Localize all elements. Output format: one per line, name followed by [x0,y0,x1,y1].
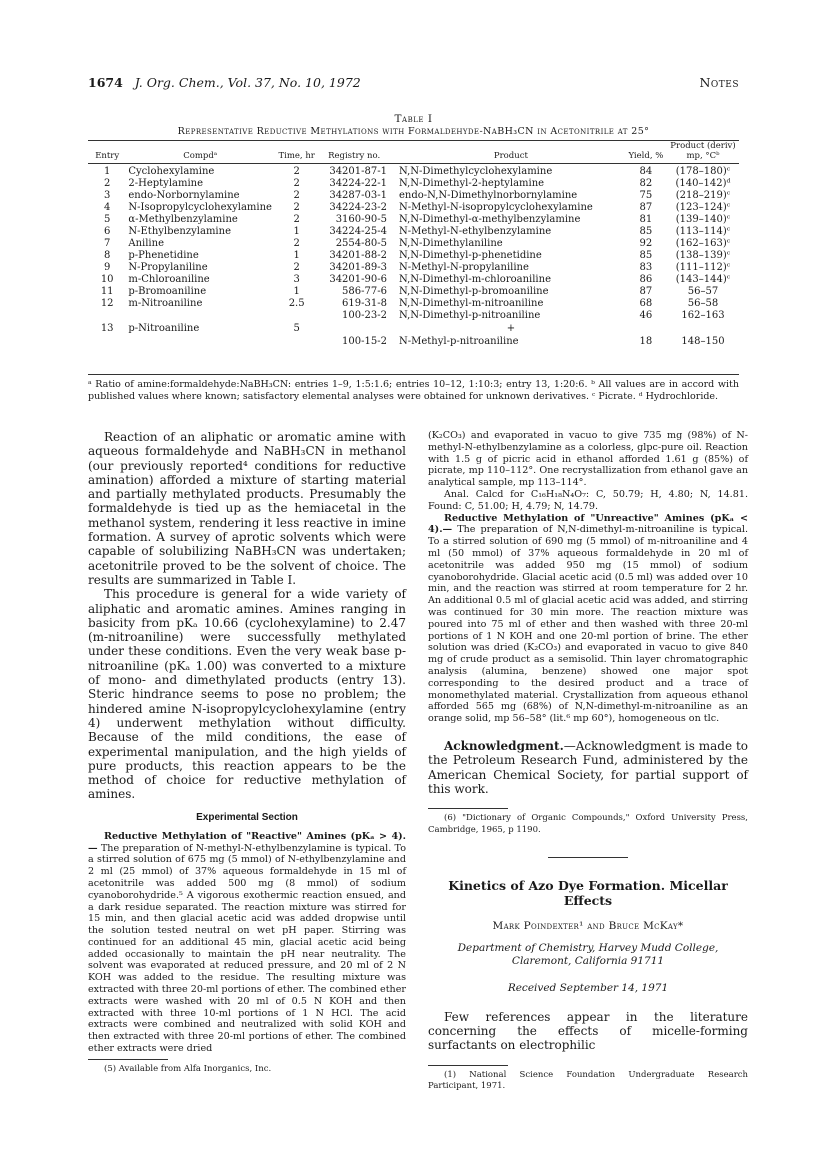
cell-time: 2 [293,166,300,177]
cell-yield: 87 [639,202,653,213]
cell-yield: 92 [639,238,653,249]
cell-yield: 85 [639,250,653,261]
cell-product: N,N-Dimethyl-2-heptylamine [398,178,545,189]
cell-product: N-Methyl-N-propylaniline [398,262,529,273]
cell-mp_a: 162–163 [681,310,725,321]
cell-yield: 81 [639,214,653,225]
cell-entry: 10 [100,274,114,285]
cell-registry: 34201-89-3 [329,262,387,273]
cell-product: N-Methyl-N-isopropylcyclohexylamine [398,202,593,213]
cell-entry: 12 [100,298,114,309]
cell-compd: m-Chloroaniline [128,274,210,285]
cell-product: N,N-Dimethyl-m-chloroaniline [398,274,551,285]
table-row [88,262,739,274]
cell-time: 3 [293,274,300,285]
cell-mp: (140–142)ᵈ [675,178,731,189]
col-registry: Registry no. [328,151,381,161]
cell-compd: N-Propylaniline [128,262,208,273]
cell-compd: m-Nitroaniline [128,298,203,309]
cell-registry: 619-31-8 [342,298,387,309]
table-row [88,214,739,226]
cell-yield: 82 [639,178,653,189]
cell-entry: 9 [104,262,111,273]
cell-mp: (113–114)ᶜ [675,226,731,237]
cell-yield: 85 [639,226,653,237]
cell-product: N,N-Dimethyl-p-phenetidine [398,250,542,261]
cell-compd: endo-Norbornylamine [128,190,240,201]
cell-product_b: N-Methyl-p-nitroaniline [398,336,519,347]
cell-yield: 83 [639,262,653,273]
cell-mp: (162–163)ᶜ [675,238,731,249]
table-row [88,286,739,298]
footnote-1: (1) National Science Foundation Undergraduate Research Participant, 1971. [428,1069,748,1092]
cell-registry_b: 100-15-2 [342,336,387,347]
cell-time: 2 [293,214,300,225]
cell-product: N,N-Dimethyl-α-methylbenzylamine [398,214,581,225]
col-time: Time, hr [278,151,315,161]
col-mp: Product (deriv) mp, °Cᵇ [670,141,736,161]
cell-compd: α-Methylbenzylamine [128,214,238,225]
cell-entry: 2 [104,178,111,189]
cell-product_a: N,N-Dimethyl-p-nitroaniline [398,310,541,321]
cell-time: 2.5 [288,298,305,309]
cell-yield: 75 [639,190,653,201]
table-row [88,336,739,348]
cell-yield_a: 46 [639,310,653,321]
cell-time: 2 [293,262,300,273]
cell-product: N,N-Dimethyl-m-nitroaniline [398,298,544,309]
table-caption: Representative Reductive Methylations with Formaldehyde-NaBH₃CN in Acetonitrile at 25° [177,126,650,137]
cell-registry_a: 100-23-2 [342,310,387,321]
cell-time: 1 [293,250,300,261]
col-product: Product [493,151,528,161]
cell-yield: 68 [639,298,653,309]
cell-mp: (123–124)ᶜ [675,202,731,213]
cell-compd: p-Nitroaniline [128,323,200,334]
footnote-rule-article [428,1065,508,1066]
table-title: Table I [394,113,433,125]
cell-product: N,N-Dimethyl-p-bromoaniline [398,286,549,297]
col-entry: Entry [95,151,120,161]
unreactive-subheading: Reductive Methylation of "Unreactive" Amines (pKₐ < 4).— [428,512,748,536]
cell-time: 2 [293,202,300,213]
cell-mp: 56–58 [687,298,719,309]
cell-compd: N-Isopropylcyclohexylamine [128,202,272,213]
cell-mp: (111–112)ᶜ [675,262,731,273]
cell-entry: 13 [100,323,114,334]
footnote-rule [88,1059,168,1060]
cell-entry: 4 [104,202,111,213]
cell-compd: N-Ethylbenzylamine [128,226,231,237]
cell-compd: Cyclohexylamine [128,166,215,177]
cell-registry: 586-77-6 [342,286,387,297]
analysis-paragraph: Anal. Calcd for C₁₆H₁₈N₄O₇: C, 50.79; H, 4.80; N, 14.81. Found: C, 51.00; H, 4.79; N, 14.79. [428,488,748,512]
cell-registry: 34201-87-1 [329,166,387,177]
results-table [88,141,739,348]
cell-compd: Aniline [128,238,164,249]
table-row [88,274,739,286]
table-row [88,166,739,178]
cell-registry: 34224-25-4 [329,226,387,237]
cell-time: 1 [293,226,300,237]
cell-entry: 7 [104,238,111,249]
cell-compd: 2-Heptylamine [128,178,204,189]
running-header [88,75,739,93]
cell-entry: 5 [104,214,111,225]
cell-entry: 8 [104,250,111,261]
cell-mp: 56–57 [687,286,719,297]
cell-product: N-Methyl-N-ethylbenzylamine [398,226,552,237]
col-yield: Yield, % [628,151,664,161]
cell-yield: 84 [639,166,653,177]
cell-mp: (139–140)ᶜ [675,214,731,225]
cell-time: 5 [293,323,300,334]
table-row [88,310,739,322]
cell-plus: + [506,323,516,334]
left-column [88,430,406,1076]
cell-entry: 3 [104,190,111,201]
footnote-rule-right [428,808,508,809]
table-row [88,322,739,336]
cell-yield_b: 18 [639,336,653,347]
reactive-subheading: Reductive Methylation of "Reactive" Amines (pKₐ > 4).— [88,830,406,854]
section-name: Notes [699,75,739,90]
footnote-5: (5) Available from Alfa Inorganics, Inc. [104,1063,272,1074]
cell-registry: 34201-90-6 [329,274,387,285]
cell-registry: 34287-03-1 [329,190,387,201]
cell-product: endo-N,N-Dimethylnorbornylamine [398,190,578,201]
journal-citation: J. Org. Chem., Vol. 37, No. 10, 1972 [134,75,361,90]
cell-time: 2 [293,178,300,189]
ack-heading: Acknowledgment. [444,738,564,753]
table-header-row [88,141,739,161]
cell-mp: (138–139)ᶜ [675,250,731,261]
cell-time: 2 [293,190,300,201]
intro-paragraph: Reaction of an aliphatic or aromatic amine with aqueous formaldehyde and NaBH₃CN in methanol (our previously reported⁴ conditions for reductive amination) afforded a mixture of starting material and partially methylated products. Presumably the formaldehyde is tied up as the hemiacetal in the methanol system, rendering it less reactive in imine formation. A survey of aprotic solvents which were capable of solubilizing NaBH₃CN was undertaken; acetonitrile proved to be the solvent of choice. The results are summarized in Table I. [88,430,406,587]
cell-product: N,N-Dimethylcyclohexylamine [398,166,553,177]
cell-entry: 6 [104,226,111,237]
cell-compd: p-Bromoaniline [128,286,207,297]
table-footnote: ᵃ Ratio of amine:formaldehyde:NaBH₃CN: entries 1–9, 1:5:1.6; entries 10–12, 1:10:3; entry 13, 1:20:6. ᵇ All values are in accord with published values where known; satisfactory elemental analyses were obtained for unknown derivatives. ᶜ Picrate. ᵈ Hydrochloride. [88,379,739,402]
footnote-6: (6) "Dictionary of Organic Compounds," Oxford University Press, Cambridge, 1965, p 1190. [428,813,748,835]
cell-mp: (218–219)ᶜ [675,190,731,201]
cell-time: 2 [293,238,300,249]
cell-time: 1 [293,286,300,297]
table-row [88,190,739,202]
cell-yield: 86 [639,274,653,285]
article-separator [548,857,628,858]
table-row [88,250,739,262]
cell-registry: 2554-80-5 [335,238,387,249]
col-compd: Compdᵃ [183,151,218,161]
ack-text: —Acknowledgment is made to the Petroleum Research Fund, administered by the American Chemical Society, for partial support of this work. [428,738,748,796]
scope-paragraph: This procedure is general for a wide variety of aliphatic and aromatic amines. Amines ranging in basicity from pKₐ 10.66 (cyclohexylamine) to 2.47 (m-nitroaniline) were successfully methylated under these conditions. Even the very weak base p-nitroaniline (pKₐ 1.00) was converted to a mixture of mono- and dimethylated products (entry 13). Steric hindrance seems to pose no problem; the hindered amine N-isopropylcyclohexylamine (entry 4) underwent methylation without difficulty. Because of the mild conditions, the ease of experimental manipulation, and the high yields of pure products, this reaction appears to be the method of choice for reductive methylation of amines. [88,587,406,802]
cell-mp: (143–144)ᶜ [675,274,731,285]
right-column [428,430,748,1093]
cell-compd: p-Phenetidine [128,250,199,261]
cell-registry: 3160-90-5 [335,214,387,225]
reactive-procedure: The preparation of N-methyl-N-ethylbenzylamine is typical. To a stirred solution of 675 mg (5 mmol) of N-ethylbenzylamine and 2 ml (25 mmol) of 37% aqueous formaldehyde in 15 ml of acetonitrile was added 500 mg (8 mmol) of sodium cyanoborohydride.⁵ A vigorous exothermic reaction ensued, and a dark residue separated. The reaction mixture was stirred for 15 min, and then glacial acetic acid was added dropwise until the solution tested neutral on wet pH paper. Stirring was continued for an additional 45 min, glacial acetic acid being added occasionally to maintain the pH near neutrality. The solvent was evaporated at reduced pressure, and 20 ml of 2 N KOH was added to the residue. The resulting mixture was extracted with three 20-ml portions of ether. The combined ether extracts were washed with 20 ml of 0.5 N KOH and then extracted with three 10-ml portions of 1 N HCl. The acid extracts were combined and neutralized with solid KOH and then extracted with three 20-ml portions of ether. The combined ether extracts were dried [88,842,406,1055]
cell-product: N,N-Dimethylaniline [398,238,503,249]
cell-registry: 34224-22-1 [329,178,387,189]
experimental-heading: Experimental Section [196,811,298,823]
table-row [88,298,739,310]
table-bottom-rule [88,374,739,375]
received-date: Received September 14, 1971 [507,981,669,994]
table-row [88,202,739,214]
article-affiliation: Department of Chemistry, Harvey Mudd College, Claremont, California 91711 [457,941,719,967]
article-title: Kinetics of Azo Dye Formation. Micellar Effects [448,877,728,908]
table-row [88,226,739,238]
cell-entry: 1 [104,166,111,177]
article-authors: Mark Poindexter¹ and Bruce McKay* [492,919,684,932]
table-row [88,238,739,250]
table-row [88,178,739,190]
page-number: 1674 [88,75,123,90]
cell-entry: 11 [100,286,114,297]
unreactive-procedure: The preparation of N,N-dimethyl-m-nitroaniline is typical. To a stirred solution of 690 mg (5 mmol) of m-nitroaniline and 4 ml (50 mmol) of 37% aqueous formaldehyde in 20 ml of acetonitrile was added 950 mg (15 mmol) of sodium cyanoborohydride. Glacial acetic acid (0.5 ml) was added over 10 min, and the reaction was stirred at room temperature for 2 hr. An additional 0.5 ml of glacial acetic acid was added, and stirring was continued for 30 min more. The reaction mixture was poured into 75 ml of ether and then washed with three 20-ml portions of 1 N KOH and one 20-ml portion of brine. The ether solution was dried (K₂CO₃) and evaporated in vacuo to give 840 mg of crude product as a semisolid. Thin layer chromatographic analysis (alumina, benzene) showed one major spot corresponding to the desired product and a trace of monomethylated material. Crystallization from aqueous ethanol afforded 565 mg (68%) of N,N-dimethyl-m-nitroaniline as an orange solid, mp 56–58° (lit.⁶ mp 60°), homogeneous on tlc. [428,524,748,725]
article-intro: Few references appear in the literature concerning the effects of micelle-forming surfactants on electrophilic [428,1009,748,1053]
cell-yield: 87 [639,286,653,297]
workup-paragraph: (K₂CO₃) and evaporated in vacuo to give 735 mg (98%) of N-methyl-N-ethylbenzylamine as a colorless, glpc-pure oil. Reaction with 1.5 g of picric acid in ethanol afforded 1.61 g (85%) of picrate, mp 110–112°. One recrystallization from ethanol gave an analytical sample, mp 113–114°. [428,430,748,489]
cell-registry: 34201-88-2 [329,250,387,261]
cell-registry: 34224-23-2 [329,202,387,213]
cell-mp_b: 148–150 [681,336,725,347]
cell-mp: (178–180)ᶜ [675,166,731,177]
